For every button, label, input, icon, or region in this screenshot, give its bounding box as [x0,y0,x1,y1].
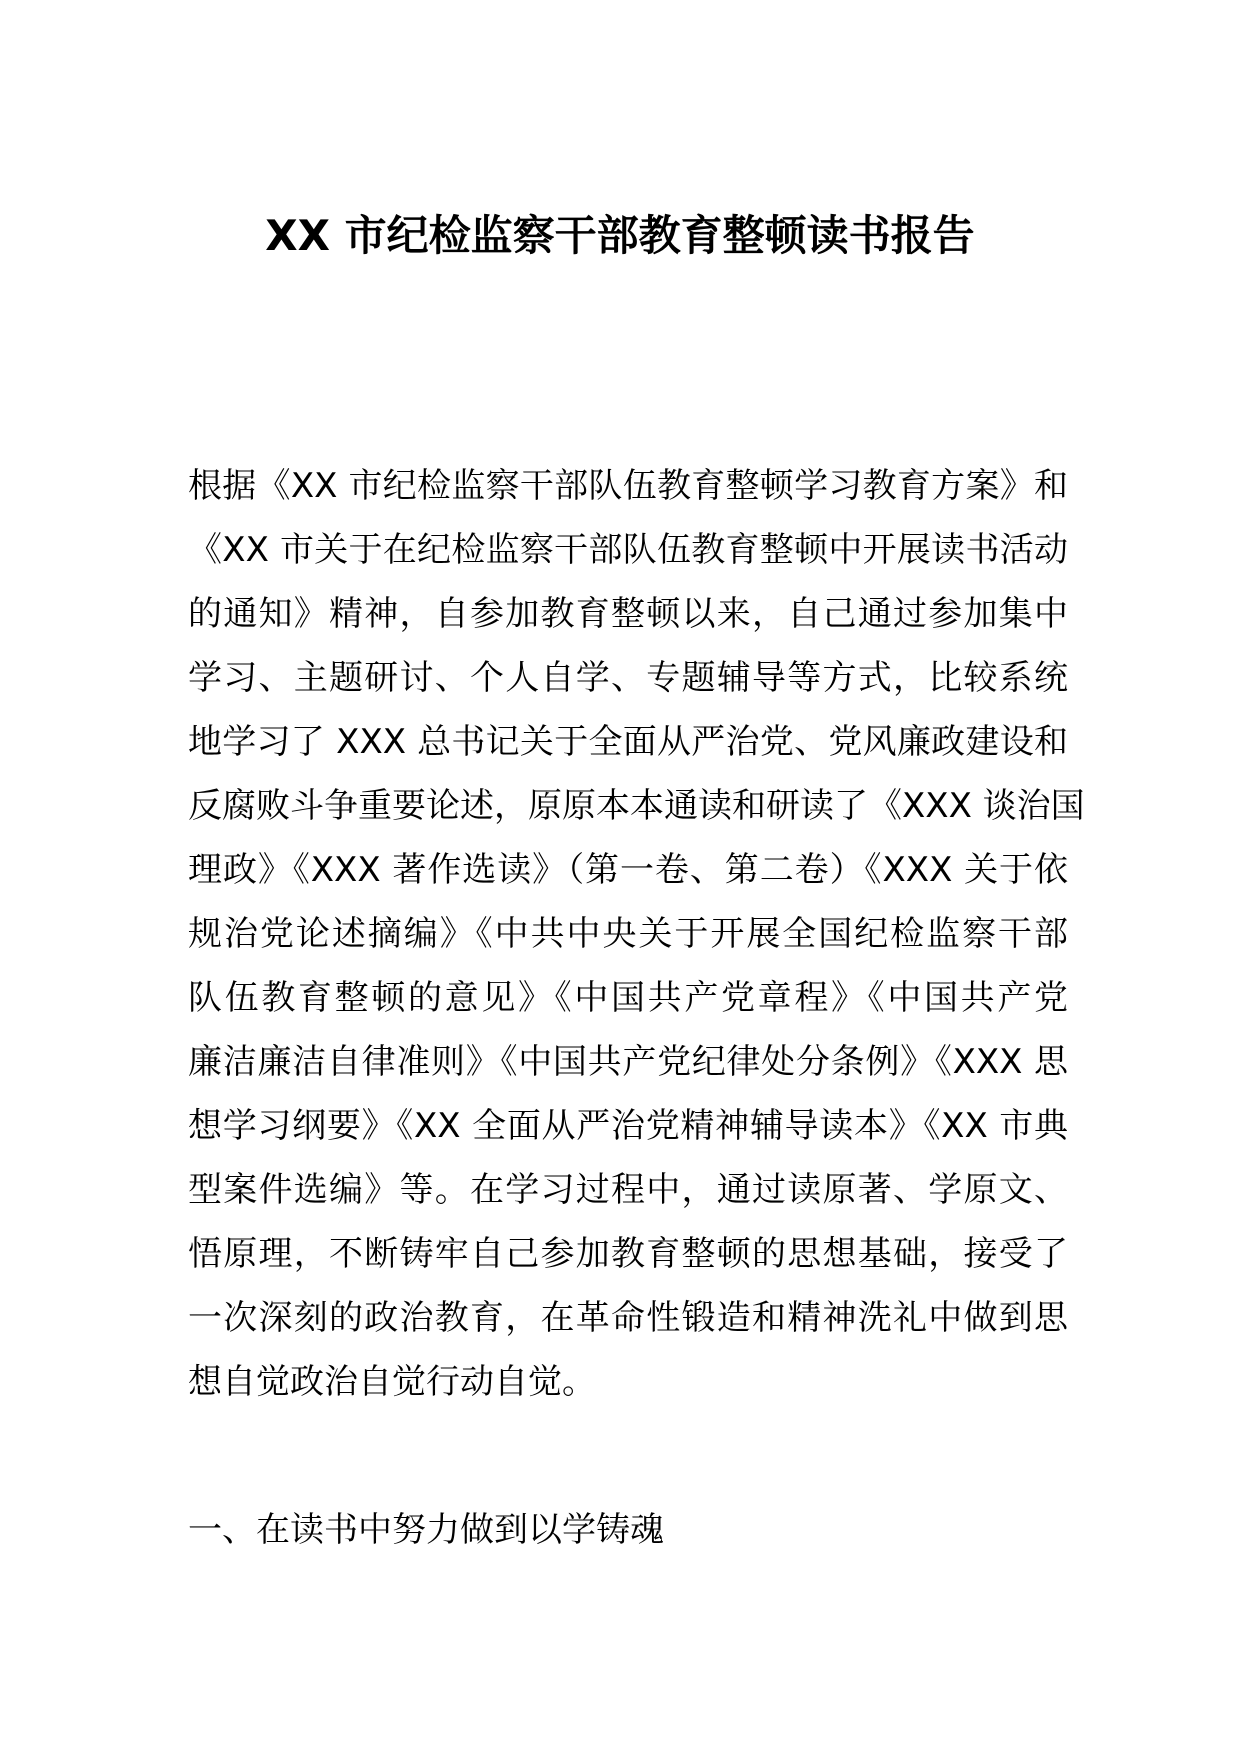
paragraph-line: 根据《XX 市纪检监察干部队伍教育整顿学习教育方案》和 [188,466,1068,506]
paragraph-line: 型案件选编》等。在学习过程中，通过读原著、学原文、 [188,1170,1068,1210]
paragraph-line: 队伍教育整顿的意见》《中国共产党章程》《中国共产党 [188,978,1068,1018]
paragraph-line: 一次深刻的政治教育，在革命性锻造和精神洗礼中做到思 [188,1298,1068,1338]
paragraph-line: 的通知》精神，自参加教育整顿以来，自己通过参加集中 [188,594,1068,634]
section-heading: 一、在读书中努力做到以学铸魂 [188,1510,664,1550]
paragraph-line: 《XX 市关于在纪检监察干部队伍教育整顿中开展读书活动 [188,530,1068,570]
paragraph-line: 理政》《XXX 著作选读》（第一卷、第二卷）《XXX 关于依 [188,850,1068,890]
paragraph-line: 反腐败斗争重要论述，原原本本通读和研读了《XXX 谈治国 [188,786,1085,826]
paragraph-line: 悟原理，不断铸牢自己参加教育整顿的思想基础，接受了 [188,1234,1068,1274]
paragraph-line: 地学习了 XXX 总书记关于全面从严治党、党风廉政建设和 [188,722,1068,762]
paragraph-line: 廉洁廉洁自律准则》《中国共产党纪律处分条例》《XXX 思 [188,1042,1068,1082]
paragraph-line: 学习、主题研讨、个人自学、专题辅导等方式，比较系统 [188,658,1068,698]
paragraph-line: 想自觉政治自觉行动自觉。 [188,1362,596,1402]
document-title: XX 市纪检监察干部教育整顿读书报告 [265,211,975,260]
paragraph-line: 规治党论述摘编》《中共中央关于开展全国纪检监察干部 [188,914,1068,954]
paragraph-line: 想学习纲要》《XX 全面从严治党精神辅导读本》《XX 市典 [188,1106,1068,1146]
intro-paragraph [188,454,1085,1414]
